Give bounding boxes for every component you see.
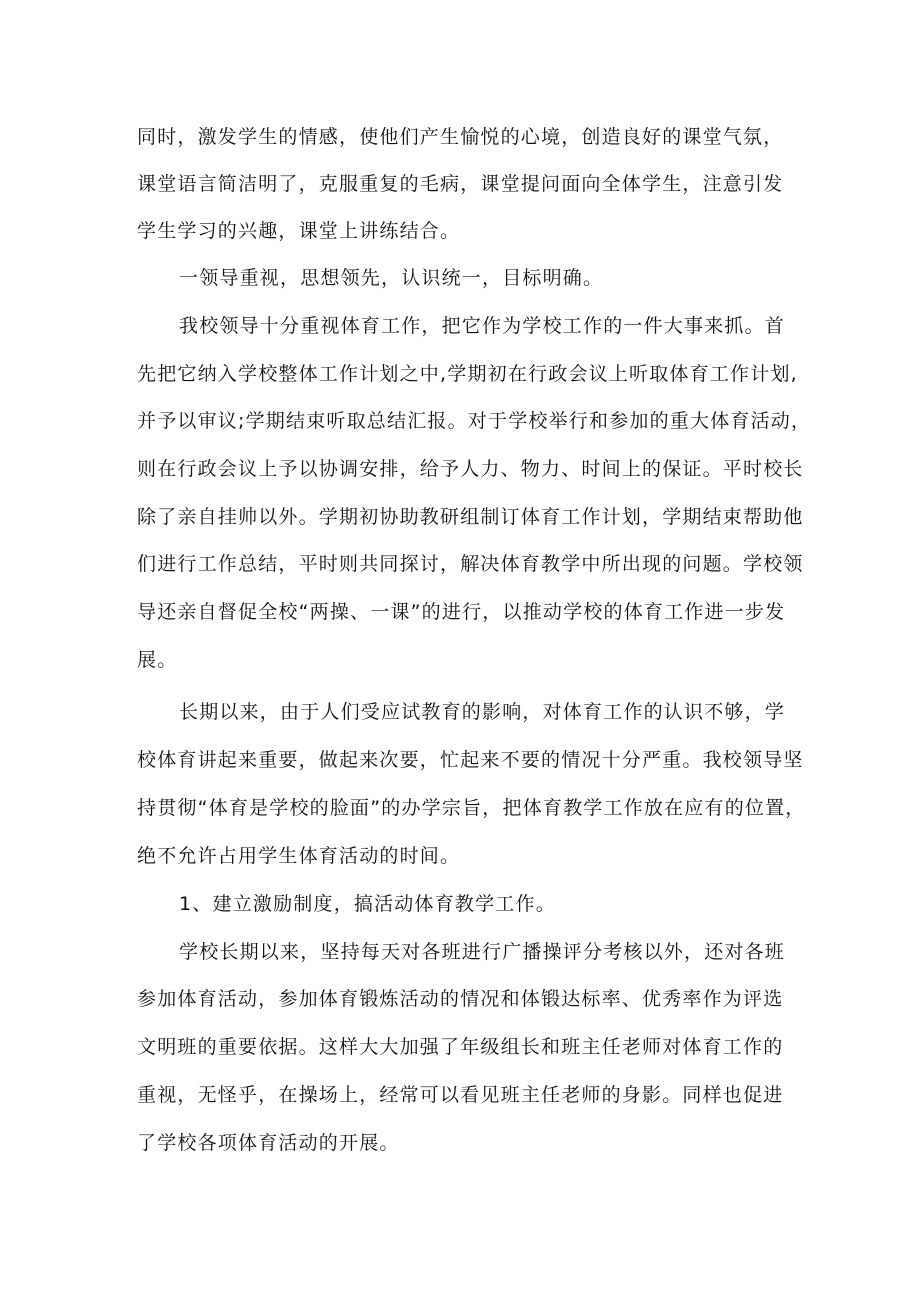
text-line: 重视，无怪乎，在操场上，经常可以看见班主任老师的身影。同样也促进 [137, 1084, 784, 1106]
section-heading: 1、建立激励制度，搞活动体育教学工作。 [179, 893, 556, 915]
text-line: 了学校各项体育活动的开展。 [137, 1132, 400, 1154]
text-line: 持贯彻“体育是学校的脸面”的办学宗旨，把体育教学工作放在应有的位置， [137, 797, 806, 819]
text-line: 除了亲自挂帅以外。学期初协助教研组制订体育工作计划，学期结束帮助他 [137, 506, 804, 528]
text-line: 我校领导十分重视体育工作，把它作为学校工作的一件大事来抓。首 [179, 315, 786, 337]
text-line: 并予以审议;学期结束听取总结汇报。对于学校举行和参加的重大体育活动， [137, 410, 812, 432]
text-line: 课堂语言简洁明了，克服重复的毛病，课堂提问面向全体学生，注意引发 [137, 173, 784, 195]
text-line: 们进行工作总结，平时则共同探讨，解决体育教学中所出现的问题。学校领 [137, 553, 804, 575]
text-line: 展。 [137, 649, 178, 671]
text-line: 参加体育活动，参加体育锻炼活动的情况和体锻达标率、优秀率作为评选 [137, 988, 784, 1010]
text-line: 长期以来，由于人们受应试教育的影响，对体育工作的认识不够，学 [179, 701, 786, 723]
text-line: 文明班的重要依据。这样大大加强了年级组长和班主任老师对体育工作的 [137, 1036, 784, 1058]
text-line: 则在行政会议上予以协调安排，给予人力、物力、时间上的保证。平时校长 [137, 458, 804, 480]
text-line: 先把它纳入学校整体工作计划之中,学期初在行政会议上听取体育工作计划, [137, 363, 798, 385]
section-heading: 一领导重视，思想领先，认识统一，目标明确。 [179, 267, 604, 289]
text-line: 同时，激发学生的情感，使他们产生愉悦的心境，创造良好的课堂气氛， [137, 126, 784, 148]
text-line: 绝不允许占用学生体育活动的时间。 [137, 845, 461, 867]
text-line: 校体育讲起来重要，做起来次要，忙起来不要的情况十分严重。我校领导坚 [137, 749, 804, 771]
text-line: 学生学习的兴趣，课堂上讲练结合。 [137, 220, 461, 242]
text-line: 学校长期以来，坚持每天对各班进行广播操评分考核以外，还对各班 [179, 941, 786, 963]
text-line: 导还亲自督促全校“两操、一课”的进行，以推动学校的体育工作进一步发 [137, 601, 786, 623]
